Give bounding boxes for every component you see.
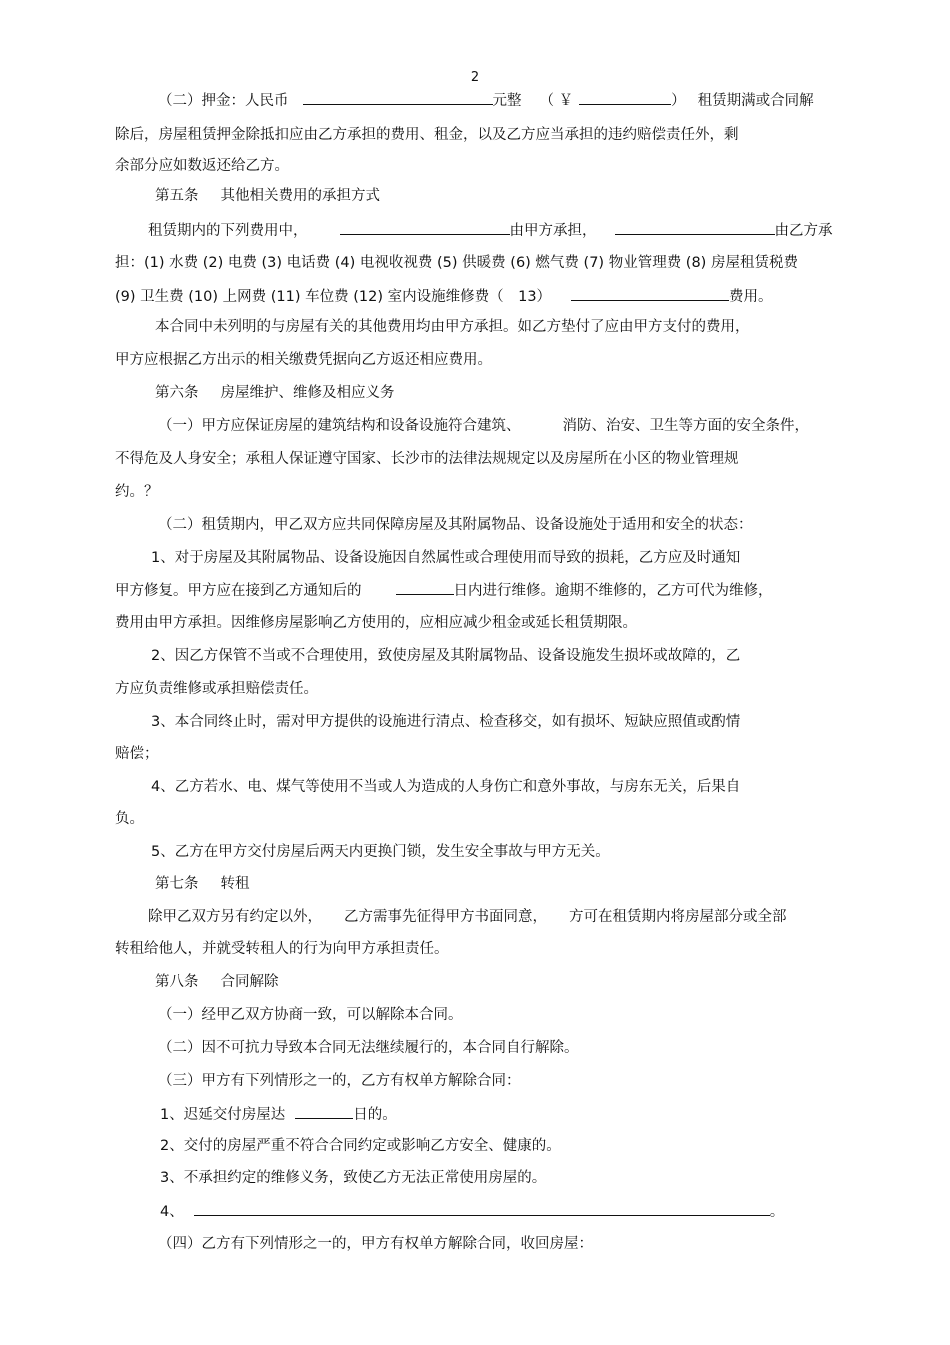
other-fees-blank <box>571 286 729 301</box>
text-segment: 甲方修复。甲方应在接到乙方通知后的 <box>115 583 362 599</box>
text-line: （一）经甲乙双方协商一致，可以解除本合同。 <box>158 1007 463 1023</box>
fees-tail: 费用。 <box>729 289 773 305</box>
text-segment: 除甲乙双方另有约定以外， <box>148 909 322 925</box>
text-line: 2、因乙方保管不当或不合理使用，致使房屋及其附属物品、设备设施发生损坏或故障的，乙 <box>151 648 741 664</box>
text-line: 转租给他人，并就受转租人的行为向甲方承担责任。 <box>115 941 449 957</box>
deposit-currency: （ ￥ <box>539 93 574 109</box>
fees-list-line <box>115 286 773 307</box>
delay-days-line <box>160 1104 397 1125</box>
text-line: 担：(1) 水费 (2) 电费 (3) 电话费 (4) 电视收视费 (5) 供暖费 (6) 燃气费 (7) 物业管理费 (8) 房屋租赁税费 <box>115 255 798 271</box>
text-line: （四）乙方有下列情形之一的，甲方有权单方解除合同，收回房屋： <box>158 1236 593 1252</box>
deposit-figure-blank <box>579 90 671 105</box>
repair-days-blank <box>396 580 454 595</box>
text-segment: 日的。 <box>353 1107 397 1123</box>
text-line: 约。？ <box>115 484 159 500</box>
text-segment: 消防、治安、卫生等方面的安全条件， <box>562 418 809 434</box>
text-line: 赔偿； <box>115 746 159 762</box>
text-line: 3、不承担约定的维修义务，致使乙方无法正常使用房屋的。 <box>160 1170 547 1186</box>
text-segment: 。 <box>769 1204 785 1220</box>
deposit-unit: 元整 <box>492 93 522 109</box>
text-line: 除后，房屋租赁押金除抵扣应由乙方承担的费用、租金，以及乙方应当承担的违约赔偿责任外，剩 <box>115 127 739 143</box>
text-line: 费用由甲方承担。因维修房屋影响乙方使用的，应相应减少租金或延长租赁期限。 <box>115 615 637 631</box>
deposit-line <box>158 90 814 111</box>
fees-list-text: (9) 卫生费 (10) 上网费 (11) 车位费 (12) 室内设施维修费（ 13） <box>115 289 552 305</box>
deposit-close: ） <box>671 93 686 109</box>
text-line <box>158 416 809 436</box>
article-7-heading <box>155 874 250 894</box>
text-segment: 方可在租赁期内将房屋部分或全部 <box>569 909 787 925</box>
item-4-line <box>160 1201 784 1222</box>
delay-days-blank <box>295 1104 353 1119</box>
tenant-fees-blank <box>615 220 775 235</box>
article-6-heading <box>155 383 395 403</box>
text-line: 3、本合同终止时，需对甲方提供的设施进行清点、检查移交，如有损坏、短缺应照值或酌情 <box>151 714 741 730</box>
text-line <box>148 907 787 927</box>
item-4-blank <box>194 1201 770 1216</box>
text-segment: 乙方需事先征得甲方书面同意， <box>344 909 547 925</box>
text-line: （二）租赁期内，甲乙双方应共同保障房屋及其附属物品、设备设施处于适用和安全的状态： <box>158 517 753 533</box>
text-line: 5、乙方在甲方交付房屋后两天内更换门锁，发生安全事故与甲方无关。 <box>151 844 610 860</box>
tenant-fees-label: 由乙方承 <box>774 223 833 239</box>
text-line: 本合同中未列明的与房屋有关的其他费用均由甲方承担。如乙方垫付了应由甲方支付的费用， <box>155 319 750 335</box>
text-line: （三）甲方有下列情形之一的，乙方有权单方解除合同： <box>158 1073 521 1089</box>
deposit-amount-blank <box>303 90 493 105</box>
article-title: 转租 <box>220 876 250 892</box>
deposit-label: （二）押金：人民币 <box>158 93 289 109</box>
text-line: 4、乙方若水、电、煤气等使用不当或人为造成的人身伤亡和意外事故，与房东无关，后果自 <box>151 779 741 795</box>
article-number: 第八条 <box>155 974 199 990</box>
article-number: 第五条 <box>155 188 199 204</box>
text-segment: （一）甲方应保证房屋的建筑结构和设备设施符合建筑、 <box>158 418 521 434</box>
repair-days-line <box>115 580 773 601</box>
article-number: 第七条 <box>155 876 199 892</box>
page-number: 2 <box>470 70 480 85</box>
text-line: 余部分应如数返还给乙方。 <box>115 158 289 174</box>
fees-line <box>148 220 833 241</box>
text-segment: 1、迟延交付房屋达 <box>160 1107 286 1123</box>
landlord-fees-label: 由甲方承担， <box>509 223 597 239</box>
article-5-heading <box>155 186 380 206</box>
landlord-fees-blank <box>340 220 510 235</box>
text-line: 甲方应根据乙方出示的相关缴费凭据向乙方返还相应费用。 <box>115 352 492 368</box>
article-title: 其他相关费用的承担方式 <box>220 188 380 204</box>
article-title: 房屋维护、维修及相应义务 <box>220 385 395 401</box>
text-segment: 4、 <box>160 1204 184 1220</box>
text-segment: 日内进行维修。逾期不维修的，乙方可代为维修， <box>453 583 773 599</box>
article-title: 合同解除 <box>220 974 279 990</box>
article-number: 第六条 <box>155 385 199 401</box>
text-line: 1、对于房屋及其附属物品、设备设施因自然属性或合理使用而导致的损耗，乙方应及时通知 <box>151 550 741 566</box>
text-line: 方应负责维修或承担赔偿责任。 <box>115 681 318 697</box>
text-line: 2、交付的房屋严重不符合合同约定或影响乙方安全、健康的。 <box>160 1138 561 1154</box>
fees-intro: 租赁期内的下列费用中， <box>148 223 308 239</box>
text-line: （二）因不可抗力导致本合同无法继续履行的，本合同自行解除。 <box>158 1040 579 1056</box>
article-8-heading <box>155 972 279 992</box>
deposit-tail: 租赁期满或合同解 <box>697 93 814 109</box>
text-line: 负。 <box>115 811 144 827</box>
text-line: 不得危及人身安全；承租人保证遵守国家、长沙市的法律法规规定以及房屋所在小区的物业管理规 <box>115 451 739 467</box>
